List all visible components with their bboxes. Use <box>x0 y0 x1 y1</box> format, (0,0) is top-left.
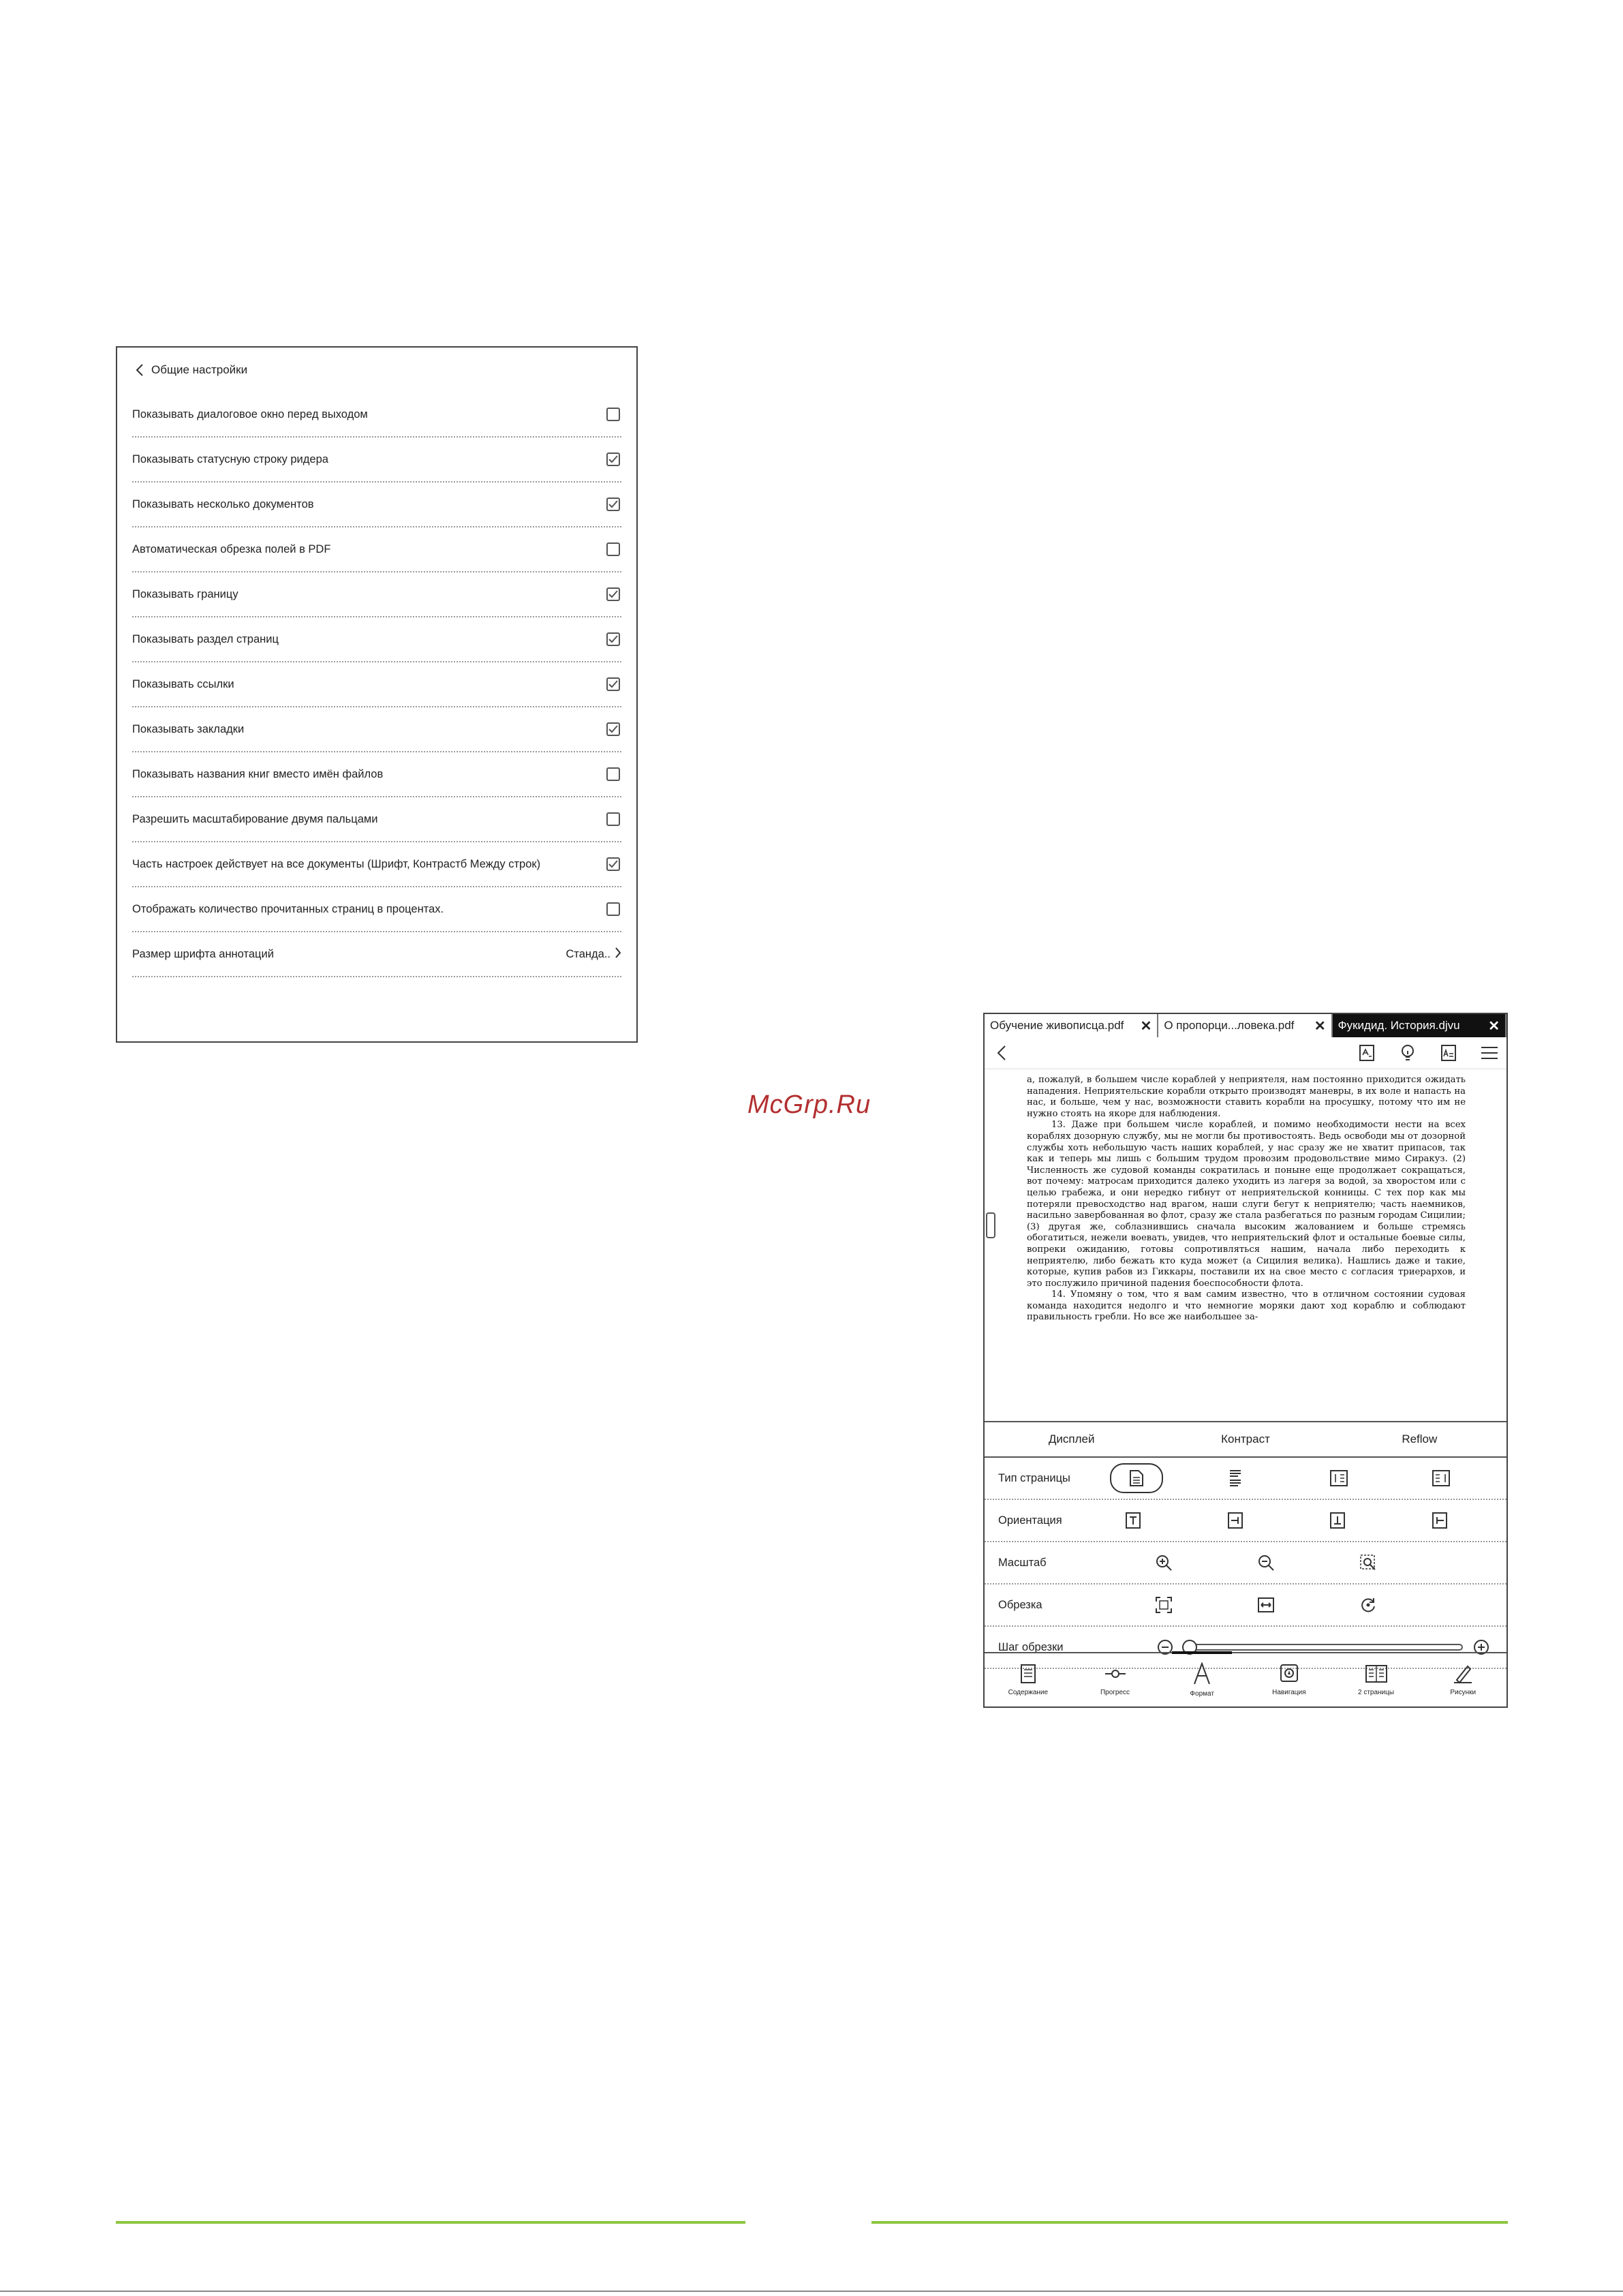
option-label: Тип страницы <box>998 1471 1070 1484</box>
setting-label: Автоматическая обрезка полей в PDF <box>132 542 331 555</box>
settings-header <box>117 348 636 393</box>
back-chevron-icon[interactable] <box>991 1043 1012 1063</box>
page-columns-icon[interactable] <box>1200 1468 1302 1488</box>
setting-label: Показывать диалоговое окно перед выходом <box>132 408 368 420</box>
orientation-row <box>985 1500 1506 1542</box>
close-icon[interactable]: ✕ <box>1140 1018 1152 1034</box>
rotate-0-icon[interactable] <box>1098 1510 1200 1531</box>
back-chevron-icon[interactable] <box>132 361 147 380</box>
close-icon[interactable]: ✕ <box>1488 1018 1500 1034</box>
footer-line-left <box>116 2221 745 2224</box>
setting-row[interactable] <box>132 887 621 932</box>
progress-icon <box>1104 1664 1127 1686</box>
rotate-180-icon[interactable] <box>1302 1510 1404 1531</box>
text-edit-icon[interactable] <box>1357 1043 1377 1063</box>
setting-label: Показывать несколько документов <box>132 498 314 510</box>
nav-label: Навигация <box>1272 1689 1306 1696</box>
watermark: McGrp.Ru <box>747 1090 871 1119</box>
page-two-icon[interactable] <box>1302 1468 1404 1488</box>
setting-label: Показывать ссылки <box>132 677 234 690</box>
rotate-270-icon[interactable] <box>1404 1510 1506 1531</box>
menu-icon[interactable] <box>1479 1043 1500 1063</box>
crop-width-icon[interactable] <box>1230 1595 1332 1615</box>
zoom-area-icon[interactable] <box>1332 1552 1434 1573</box>
setting-label: Показывать границу <box>132 587 238 600</box>
document-tabs <box>985 1014 1506 1037</box>
page-paragraph: 14. Упомяну о том, что я вам самим известно, что в отличном состоянии судовая команда находится недолго и что немногие моряки дают ход кораблю и соблюдают правильность гребли. Но все же наибольшее за- <box>1027 1289 1466 1323</box>
draw-icon <box>1453 1664 1473 1686</box>
setting-label: Показывать закладки <box>132 722 245 735</box>
segment-reflow[interactable]: Reflow <box>1402 1433 1438 1445</box>
document-tab[interactable] <box>1158 1014 1332 1037</box>
bottom-nav <box>985 1652 1506 1706</box>
reader-screen <box>983 1013 1508 1708</box>
setting-row[interactable] <box>132 752 621 797</box>
footer-line-right <box>871 2221 1508 2224</box>
annotation-font-size-value: Станда.. <box>566 947 610 960</box>
settings-list <box>132 393 621 977</box>
nav-progress[interactable] <box>1072 1653 1159 1706</box>
annotation-font-size-row[interactable] <box>132 932 621 977</box>
segment-contrast[interactable]: Контраст <box>1221 1433 1270 1445</box>
nav-label: Прогресс <box>1100 1689 1130 1696</box>
tab-label: Обучение живописца.pdf <box>990 1019 1124 1032</box>
zoom-row <box>985 1542 1506 1585</box>
rotate-90-icon[interactable] <box>1200 1510 1302 1531</box>
nav-label: Содержание <box>1008 1689 1049 1696</box>
setting-row[interactable] <box>132 707 621 752</box>
setting-row[interactable] <box>132 438 621 483</box>
option-label: Обрезка <box>998 1598 1042 1611</box>
page-paragraph: а, пожалуй, в большем числе кораблей у неприятеля, нам постоянно приходится ожидать нападения. Неприятельские корабли открыто производят маневры, в их воле и напасть на нас, и больше, чем у нас, возможности ставить корабли на просушку, потому что им не нужно стоять на якоре для наблюдения. <box>1027 1075 1466 1119</box>
zoom-out-icon[interactable] <box>1230 1552 1332 1573</box>
nav-navigation[interactable] <box>1246 1653 1333 1706</box>
option-label: Ориентация <box>998 1514 1062 1527</box>
option-label: Масштаб <box>998 1556 1047 1569</box>
setting-row[interactable] <box>132 842 621 887</box>
page-bottom-rule <box>0 2291 1623 2292</box>
font-size-icon[interactable] <box>1438 1043 1459 1063</box>
general-settings-screen <box>116 346 638 1043</box>
setting-label: Отображать количество прочитанных страниц в процентах. <box>132 902 444 915</box>
page-single-icon[interactable] <box>1098 1468 1200 1488</box>
setting-row[interactable] <box>132 797 621 842</box>
setting-row[interactable] <box>132 483 621 527</box>
page-sidebar-icon[interactable] <box>1404 1468 1506 1488</box>
side-drag-handle[interactable] <box>986 1212 995 1238</box>
setting-label: Показывать раздел страниц <box>132 632 279 645</box>
settings-title: Общие настройки <box>151 363 248 376</box>
page-type-row <box>985 1458 1506 1500</box>
nav-contents[interactable] <box>985 1653 1072 1706</box>
document-tab[interactable] <box>985 1014 1158 1037</box>
setting-checkbox[interactable] <box>606 722 620 736</box>
two-pages-icon <box>1365 1664 1388 1686</box>
chevron-right-icon <box>615 947 621 962</box>
annotation-font-size-label: Размер шрифта аннотаций <box>132 947 274 960</box>
setting-label: Часть настроек действует на все документы (Шрифт, Контрастб Между строк) <box>132 857 541 870</box>
page-paragraph: 13. Даже при большем числе кораблей, и помимо необходимости нести на всех кораблях дозорную службу, мы не могли бы противостоять. Ведь освободи мы от дозорной службы хоть небольшую часть наших кораблей, у нас сразу же не хватит припасов, так как и теперь мы лишь с большим трудом провозим продовольствие мимо Сиракуз. (2) Численность же судовой команды сократилась и поныне еще продолжает сокращаться, вот почему: матросам приходится далеко уходить из лагеря за водой, за хворостом или с целью грабежа, и они нередко гибнут от неприятельской конницы. С тех пор как мы потеряли превосходство над врагом, наши слуги бегут к неприятелю; часть наемников, насильно завербованная во флот, сразу же стала разбегаться по разным городам Сицилии; (3) другая же, соблазнившись сначала высоким жалованием и больше стремясь обогатиться, нежели воевать, увидев, что неприятельский флот и остальные боевые силы, вопреки ожиданию, готовы сопротивляться нашим, начала либо переходить к неприятелю, либо бежать кто куда может (а Сицилия велика). Нашлись даже и такие, которые, купив рабов из Гиккары, поставили их на свое место с согласия триерархов, и это послужило причиной падения боеспособности флота. <box>1027 1120 1466 1289</box>
crop-row <box>985 1585 1506 1627</box>
crop-auto-icon[interactable] <box>1128 1595 1230 1615</box>
setting-label: Разрешить масштабирование двумя пальцами <box>132 812 378 825</box>
setting-label: Показывать статусную строку ридера <box>132 453 328 465</box>
nav-two-pages[interactable] <box>1333 1653 1420 1706</box>
setting-row[interactable] <box>132 617 621 662</box>
crop-reset-icon[interactable] <box>1332 1595 1434 1615</box>
tab-label: Фукидид. История.djvu <box>1338 1019 1460 1032</box>
nav-label: 2 страницы <box>1357 1689 1395 1696</box>
crop-step-slider[interactable] <box>1184 1644 1463 1651</box>
setting-checkbox[interactable] <box>606 812 620 826</box>
setting-row[interactable] <box>132 527 621 572</box>
option-label: Шаг обрезки <box>998 1640 1064 1653</box>
setting-checkbox[interactable] <box>606 857 620 871</box>
setting-checkbox[interactable] <box>606 767 620 781</box>
setting-checkbox[interactable] <box>606 542 620 556</box>
close-icon[interactable]: ✕ <box>1314 1018 1326 1034</box>
reader-toolbar <box>985 1037 1506 1069</box>
nav-drawing[interactable] <box>1419 1653 1506 1706</box>
tab-label: О пропорци...ловека.pdf <box>1164 1019 1295 1032</box>
setting-checkbox[interactable] <box>606 587 620 601</box>
setting-checkbox[interactable] <box>606 453 620 466</box>
zoom-in-icon[interactable] <box>1128 1552 1230 1573</box>
setting-checkbox[interactable] <box>606 902 620 916</box>
setting-row[interactable] <box>132 572 621 617</box>
setting-row[interactable] <box>132 662 621 707</box>
nav-format[interactable] <box>1158 1653 1246 1706</box>
setting-label: Показывать названия книг вместо имён файлов <box>132 767 384 780</box>
nav-label: Формат <box>1190 1690 1214 1698</box>
setting-checkbox[interactable] <box>606 677 620 691</box>
lightbulb-icon[interactable] <box>1397 1043 1418 1063</box>
setting-checkbox[interactable] <box>606 408 620 421</box>
document-page <box>985 1069 1506 1421</box>
setting-checkbox[interactable] <box>606 632 620 646</box>
format-icon <box>1192 1662 1211 1687</box>
format-segments <box>985 1421 1506 1458</box>
setting-checkbox[interactable] <box>606 498 620 511</box>
segment-display[interactable]: Дисплей <box>1048 1433 1095 1445</box>
nav-label: Рисунки <box>1450 1689 1477 1696</box>
setting-row[interactable] <box>132 393 621 438</box>
contents-icon <box>1019 1664 1037 1686</box>
navigation-icon <box>1280 1664 1299 1686</box>
document-tab-active[interactable] <box>1333 1014 1506 1037</box>
